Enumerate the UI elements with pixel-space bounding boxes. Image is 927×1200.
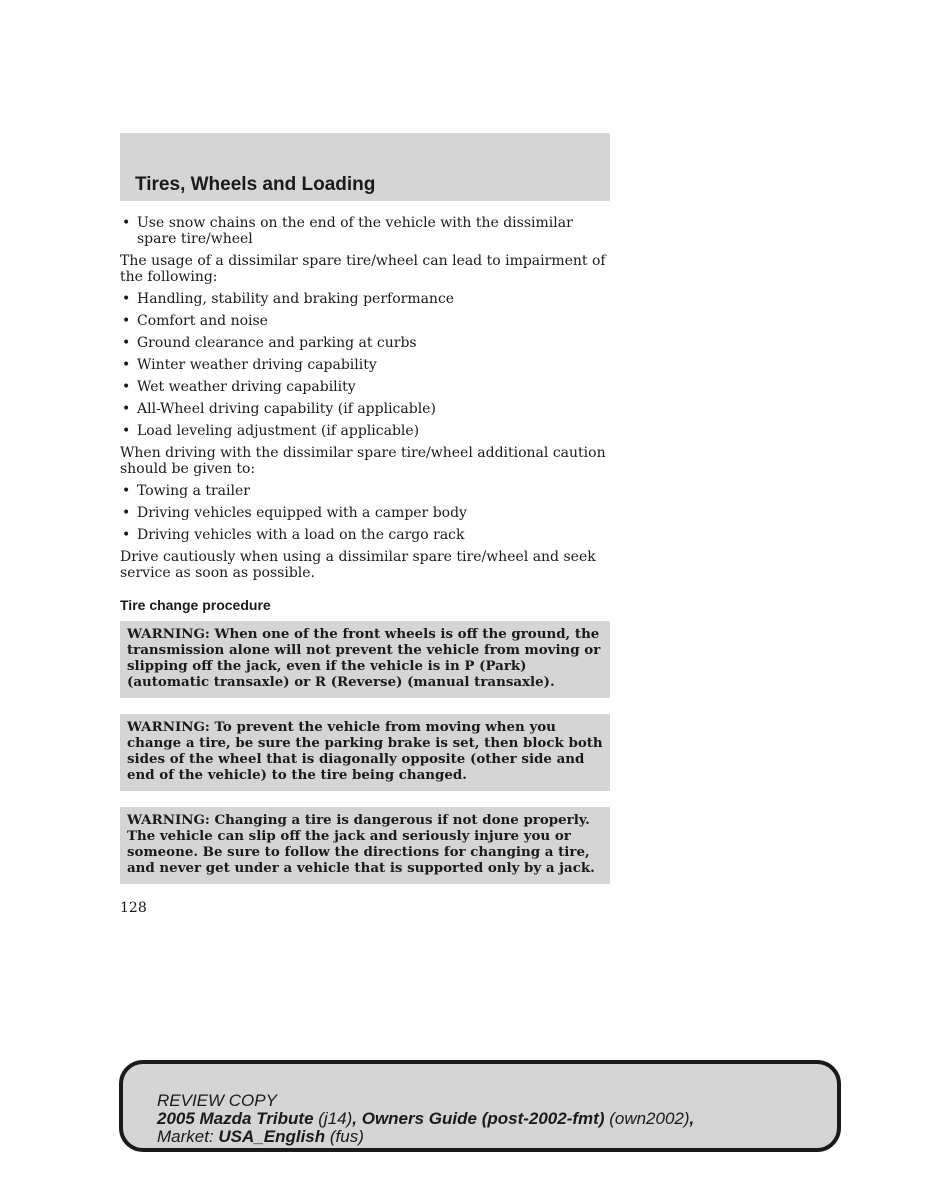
market-line: Market: USA_English (fus)	[157, 1127, 364, 1146]
review-copy-text	[157, 1092, 694, 1146]
list-item: • Towing a trailer	[122, 483, 250, 499]
paragraph: The usage of a dissimilar spare tire/wheel can lead to impairment of the following:	[120, 253, 606, 285]
bullet-icon: •	[122, 505, 131, 521]
bullet-icon: •	[122, 423, 131, 439]
list-item: • Wet weather driving capability	[122, 379, 356, 395]
list-item: • Load leveling adjustment (if applicable)	[122, 423, 420, 439]
bullet-icon: •	[122, 483, 131, 499]
bullet-icon: •	[122, 357, 131, 373]
list-item: • Handling, stability and braking performance	[122, 291, 455, 307]
paragraph: When driving with the dissimilar spare tire/wheel additional caution should be given to:	[120, 445, 606, 477]
review-copy-label: REVIEW COPY	[157, 1091, 277, 1110]
warning-box: WARNING: Changing a tire is dangerous if not done properly. The vehicle can slip off the jack and seriously injure you or someone. Be sure to follow the directions for changing a tire, and never get under a vehicle that is supported only by a jack.	[120, 807, 610, 884]
bullet-icon: •	[122, 335, 131, 351]
list-item: • Driving vehicles equipped with a camper body	[122, 505, 467, 521]
warning-box: WARNING: To prevent the vehicle from moving when you change a tire, be sure the parking brake is set, then block both sides of the wheel that is diagonally opposite (other side and end of the vehicle) to the tire being changed.	[120, 714, 610, 791]
list-item: • Driving vehicles with a load on the cargo rack	[122, 527, 465, 543]
bullet-icon: •	[122, 291, 131, 307]
list-item: • Winter weather driving capability	[122, 357, 377, 373]
page-number: 128	[120, 900, 147, 916]
document-info-line: 2005 Mazda Tribute (j14), Owners Guide (post-2002-fmt) (own2002),	[157, 1109, 695, 1128]
list-item: • Ground clearance and parking at curbs	[122, 335, 417, 351]
warning-box: WARNING: When one of the front wheels is off the ground, the transmission alone will not prevent the vehicle from moving or slipping off the jack, even if the vehicle is in P (Park) (automatic transaxle) or R (Reverse) (manual transaxle).	[120, 621, 610, 698]
section-title: Tires, Wheels and Loading	[135, 174, 376, 195]
review-copy-box	[119, 1060, 841, 1152]
bullet-icon: •	[122, 379, 131, 395]
subheading: Tire change procedure	[120, 597, 271, 613]
bullet-icon: •	[122, 313, 131, 329]
section-header-bar	[120, 133, 610, 201]
page-content	[120, 215, 610, 900]
list-item: • Use snow chains on the end of the vehicle with the dissimilar spare tire/wheel	[122, 215, 573, 247]
paragraph: Drive cautiously when using a dissimilar spare tire/wheel and seek service as soon as possible.	[120, 549, 596, 581]
bullet-icon: •	[122, 401, 131, 417]
bullet-icon: •	[122, 527, 131, 543]
list-item: • Comfort and noise	[122, 313, 268, 329]
list-item: • All-Wheel driving capability (if applicable)	[122, 401, 436, 417]
bullet-icon: •	[122, 215, 131, 231]
